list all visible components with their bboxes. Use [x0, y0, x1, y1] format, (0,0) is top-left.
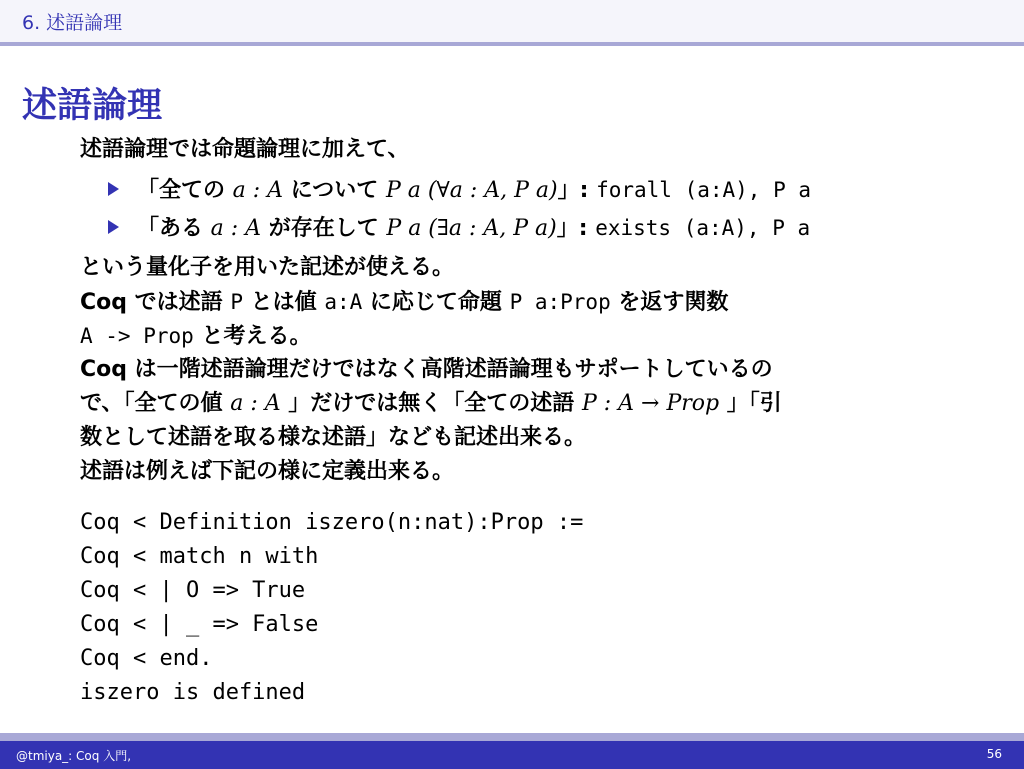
intro-text: 述語論理では命題論理に加えて、: [80, 137, 410, 162]
math-expr: a : A: [232, 178, 284, 203]
code-inline: exists (a:A), P a: [595, 216, 811, 240]
math-expr: P : A → Prop: [581, 391, 720, 416]
list-item-exists: [108, 214, 810, 243]
item-text: 」:: [557, 178, 597, 203]
code-line: Coq < Definition iszero(n:nat):Prop :=: [80, 510, 584, 535]
item-text: 」:: [556, 216, 596, 241]
math-expr: P a (∃a : A, P a): [386, 216, 557, 241]
code-line: iszero is defined: [80, 680, 306, 705]
code-inline: P a:Prop: [509, 290, 611, 314]
code-line: Coq < match n with: [80, 544, 319, 569]
para-text: Coq では述語: [80, 290, 231, 315]
para-text: で、「全ての値: [80, 391, 231, 416]
body-paragraph: という量化子を用いた記述が使える。: [80, 255, 455, 280]
code-inline: P: [230, 290, 243, 314]
code-line: Coq < end.: [80, 646, 213, 671]
item-text: 「全ての: [137, 178, 233, 203]
item-text: が存在して: [261, 216, 387, 241]
footer-bar: [0, 741, 1024, 769]
body-paragraph: 数として述語を取る様な述語」なども記述出来る。: [80, 425, 587, 450]
body-paragraph: [80, 390, 782, 418]
para-text: 」だけでは無く「全ての述語: [280, 391, 582, 416]
code-inline: A -> Prop: [80, 324, 194, 348]
section-header-bar: [0, 0, 1024, 42]
list-item-forall: [108, 176, 811, 205]
code-inline: a:A: [324, 290, 363, 314]
section-title: 6. 述語論理: [22, 12, 123, 34]
para-text: とは値: [242, 290, 325, 315]
triangle-bullet-icon: [108, 220, 119, 234]
page-number: 56: [986, 747, 1002, 761]
triangle-bullet-icon: [108, 182, 119, 196]
body-paragraph: [80, 322, 311, 351]
item-text: 「ある: [137, 216, 211, 241]
code-line: Coq < | _ => False: [80, 612, 319, 637]
math-expr: a : A: [210, 216, 262, 241]
header-divider: [0, 42, 1024, 46]
math-expr: a : A: [230, 391, 281, 416]
code-inline: forall (a:A), P a: [596, 178, 812, 202]
para-text: と考える。: [193, 324, 312, 349]
slide-title: 述語論理: [22, 86, 163, 126]
item-text: について: [283, 178, 386, 203]
body-paragraph: Coq は一階述語論理だけではなく高階述語論理もサポートしているの: [80, 357, 773, 382]
math-expr: P a (∀a : A, P a): [385, 178, 558, 203]
para-text: に応じて命題: [362, 290, 510, 315]
body-paragraph: 述語は例えば下記の様に定義出来る。: [80, 459, 455, 484]
footer-divider: [0, 733, 1024, 741]
para-text: を返す関数: [610, 290, 729, 315]
para-text: 」「引: [719, 391, 782, 416]
body-paragraph: [80, 288, 728, 317]
code-line: Coq < | O => True: [80, 578, 306, 603]
footer-author: @tmiya_: Coq 入門,: [16, 749, 132, 763]
